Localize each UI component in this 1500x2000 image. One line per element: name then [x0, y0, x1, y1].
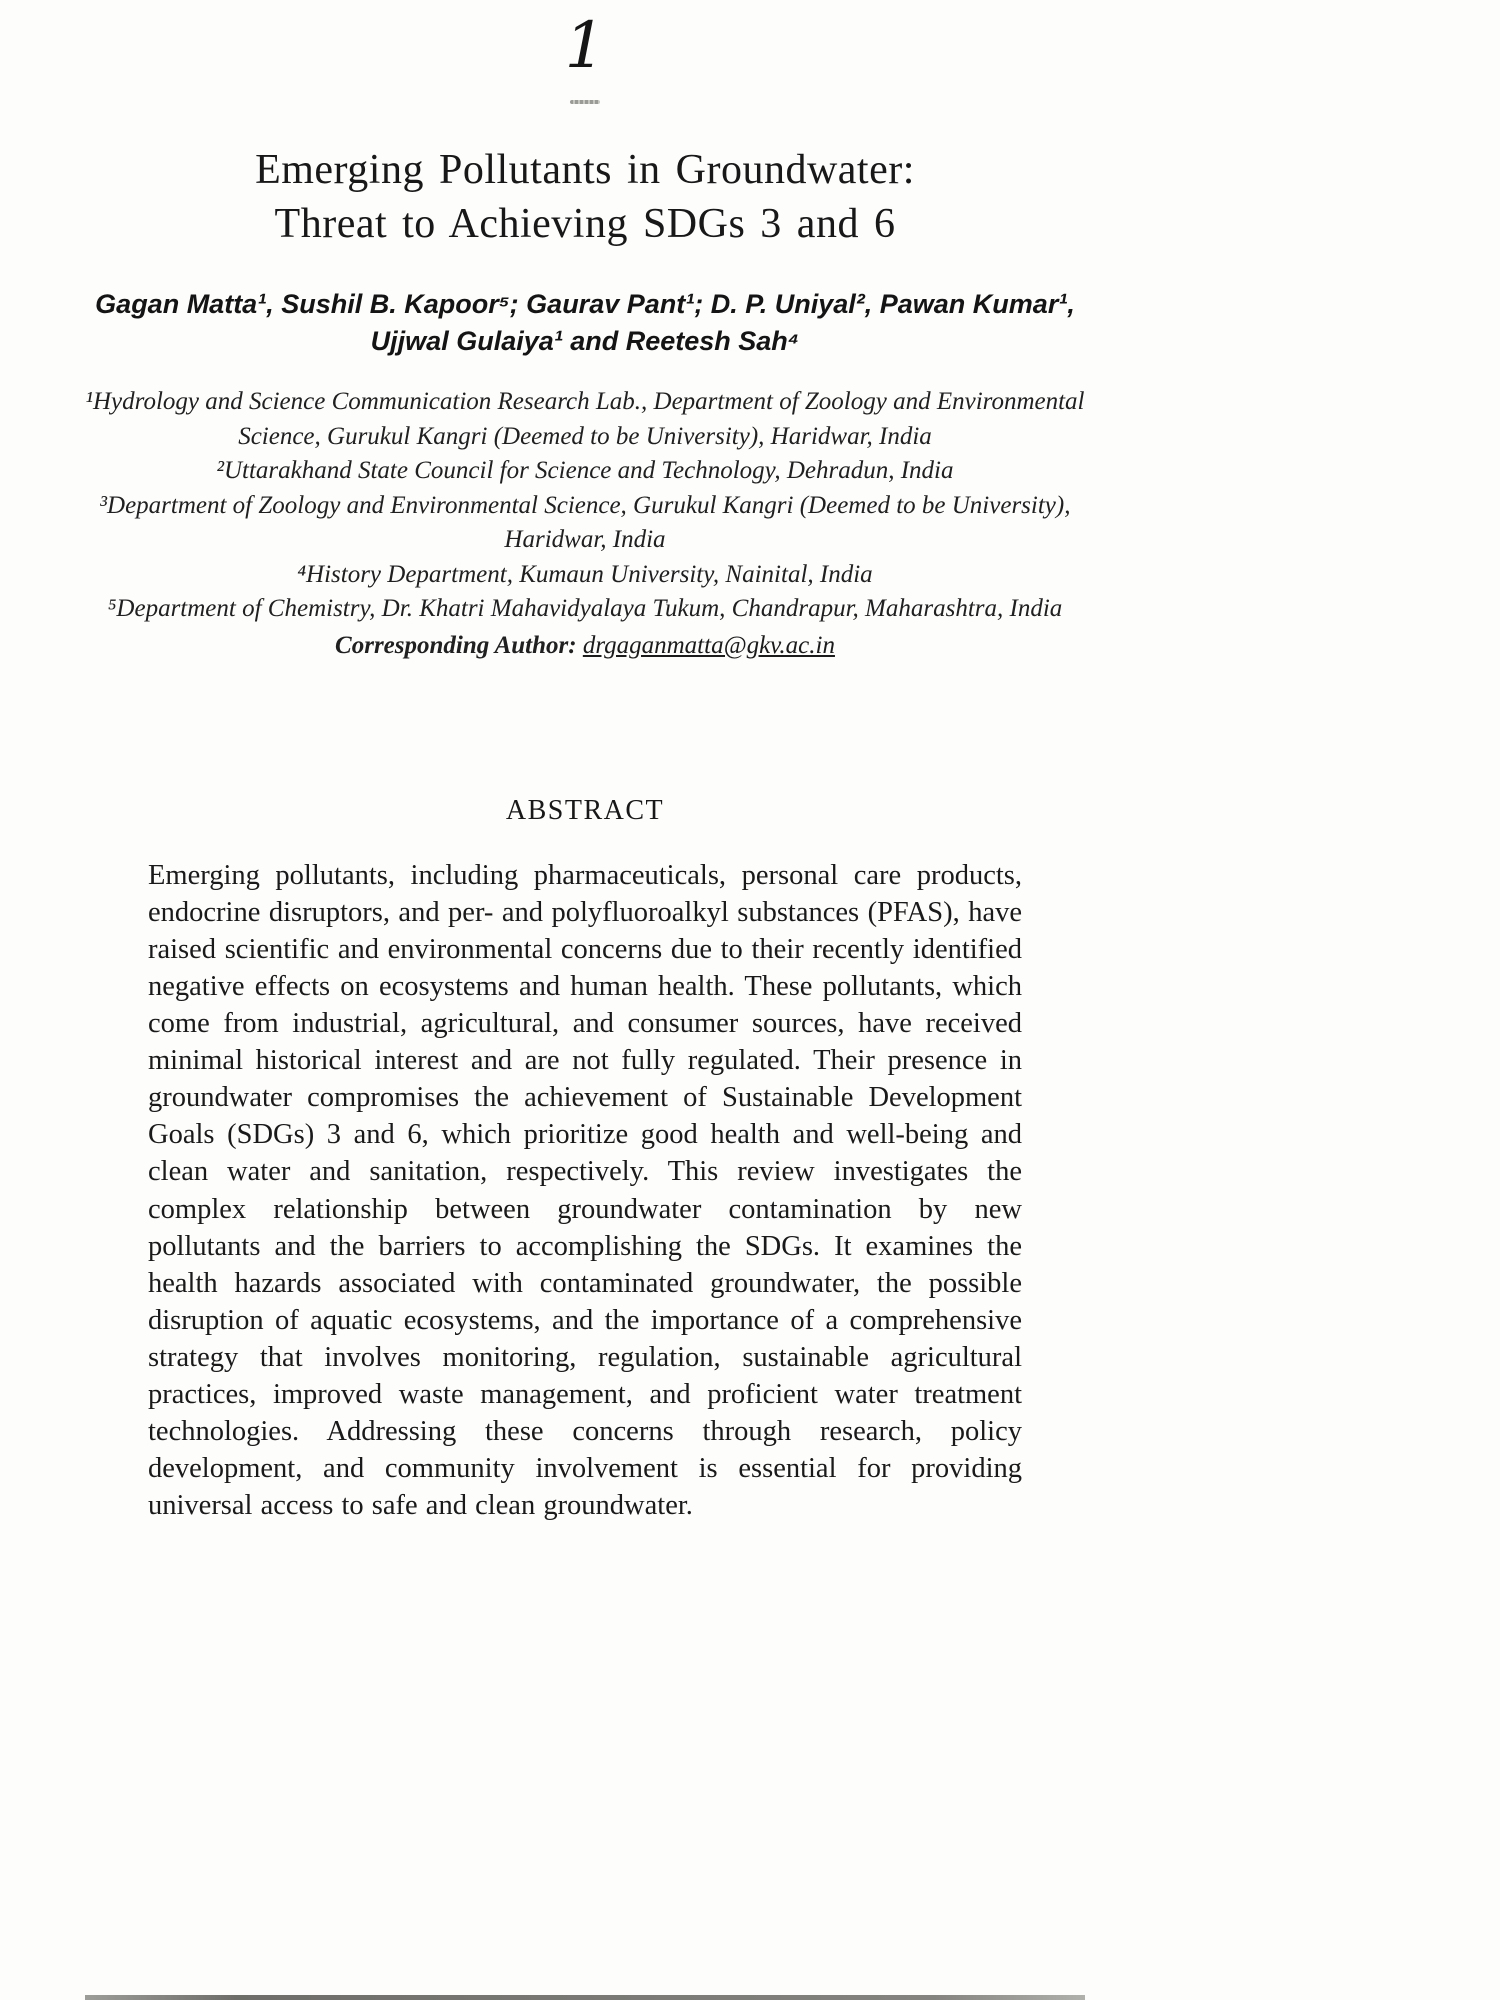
chapter-divider — [570, 100, 600, 104]
authors — [55, 286, 1115, 362]
affiliation-1: ¹Hydrology and Science Communication Research Lab., Department of Zoology and Environmental Science, Gurukul Kangri (Deemed to be University), Haridwar, India — [85, 388, 1085, 450]
title-line-1: Emerging Pollutants in Groundwater: — [255, 147, 915, 193]
affiliation-3: ³Department of Zoology and Environmental Science, Gurukul Kangri (Deemed to be University), Haridwar, India — [99, 491, 1071, 554]
authors-line-1: Gagan Matta¹, Sushil B. Kapoor⁵; Gaurav Pant¹; D. P. Uniyal², Pawan Kumar¹, — [95, 288, 1075, 319]
abstract-heading: ABSTRACT — [505, 795, 665, 827]
affiliations — [55, 385, 1115, 663]
corresponding-email-link[interactable]: drgaganmatta@gkv.ac.in — [582, 631, 835, 659]
title-line-2: Threat to Achieving SDGs 3 and 6 — [274, 200, 896, 247]
paper-title — [55, 144, 1115, 252]
page-bottom-edge — [85, 1995, 1085, 2000]
abstract-section — [55, 795, 1115, 1524]
affiliation-5: ⁵Department of Chemistry, Dr. Khatri Mahavidyalaya Tukum, Chandrapur, Maharashtra, India — [107, 595, 1063, 623]
abstract-body: Emerging pollutants, including pharmaceuticals, personal care products, endocrine disruptors, and per- and polyfluoroalkyl substances (PFAS), have raised scientific and environmental concerns due to their recently identified negative effects on ecosystems and human health. These pollutants, which come from industrial, agricultural, and consumer sources, have received minimal historical interest and are not fully regulated. Their presence in groundwater compromises the achievement of Sustainable Development Goals (SDGs) 3 and 6, which prioritize good health and well-being and clean water and sanitation, respectively. This review investigates the complex relationship between groundwater contamination by new pollutants and the barriers to accomplishing the SDGs. It examines the health hazards associated with contaminated groundwater, the possible disruption of aquatic ecosystems, and the importance of a comprehensive strategy that involves monitoring, regulation, sustainable agricultural practices, improved waste management, and proficient water treatment technologies. Addressing these concerns through research, policy development, and community involvement is essential for providing universal access to safe and clean groundwater. — [148, 860, 1022, 1521]
corresponding-author — [55, 629, 1115, 664]
authors-line-2: Ujjwal Gulaiya¹ and Reetesh Sah⁴ — [370, 326, 800, 357]
corresponding-label: Corresponding Author: — [335, 631, 583, 659]
affiliation-4: ⁴History Department, Kumaun University, Nainital, India — [297, 560, 873, 588]
chapter-number: 1 — [564, 9, 606, 83]
page-content — [55, 9, 1115, 1524]
affiliation-2: ²Uttarakhand State Council for Science and Technology, Dehradun, India — [216, 457, 954, 485]
